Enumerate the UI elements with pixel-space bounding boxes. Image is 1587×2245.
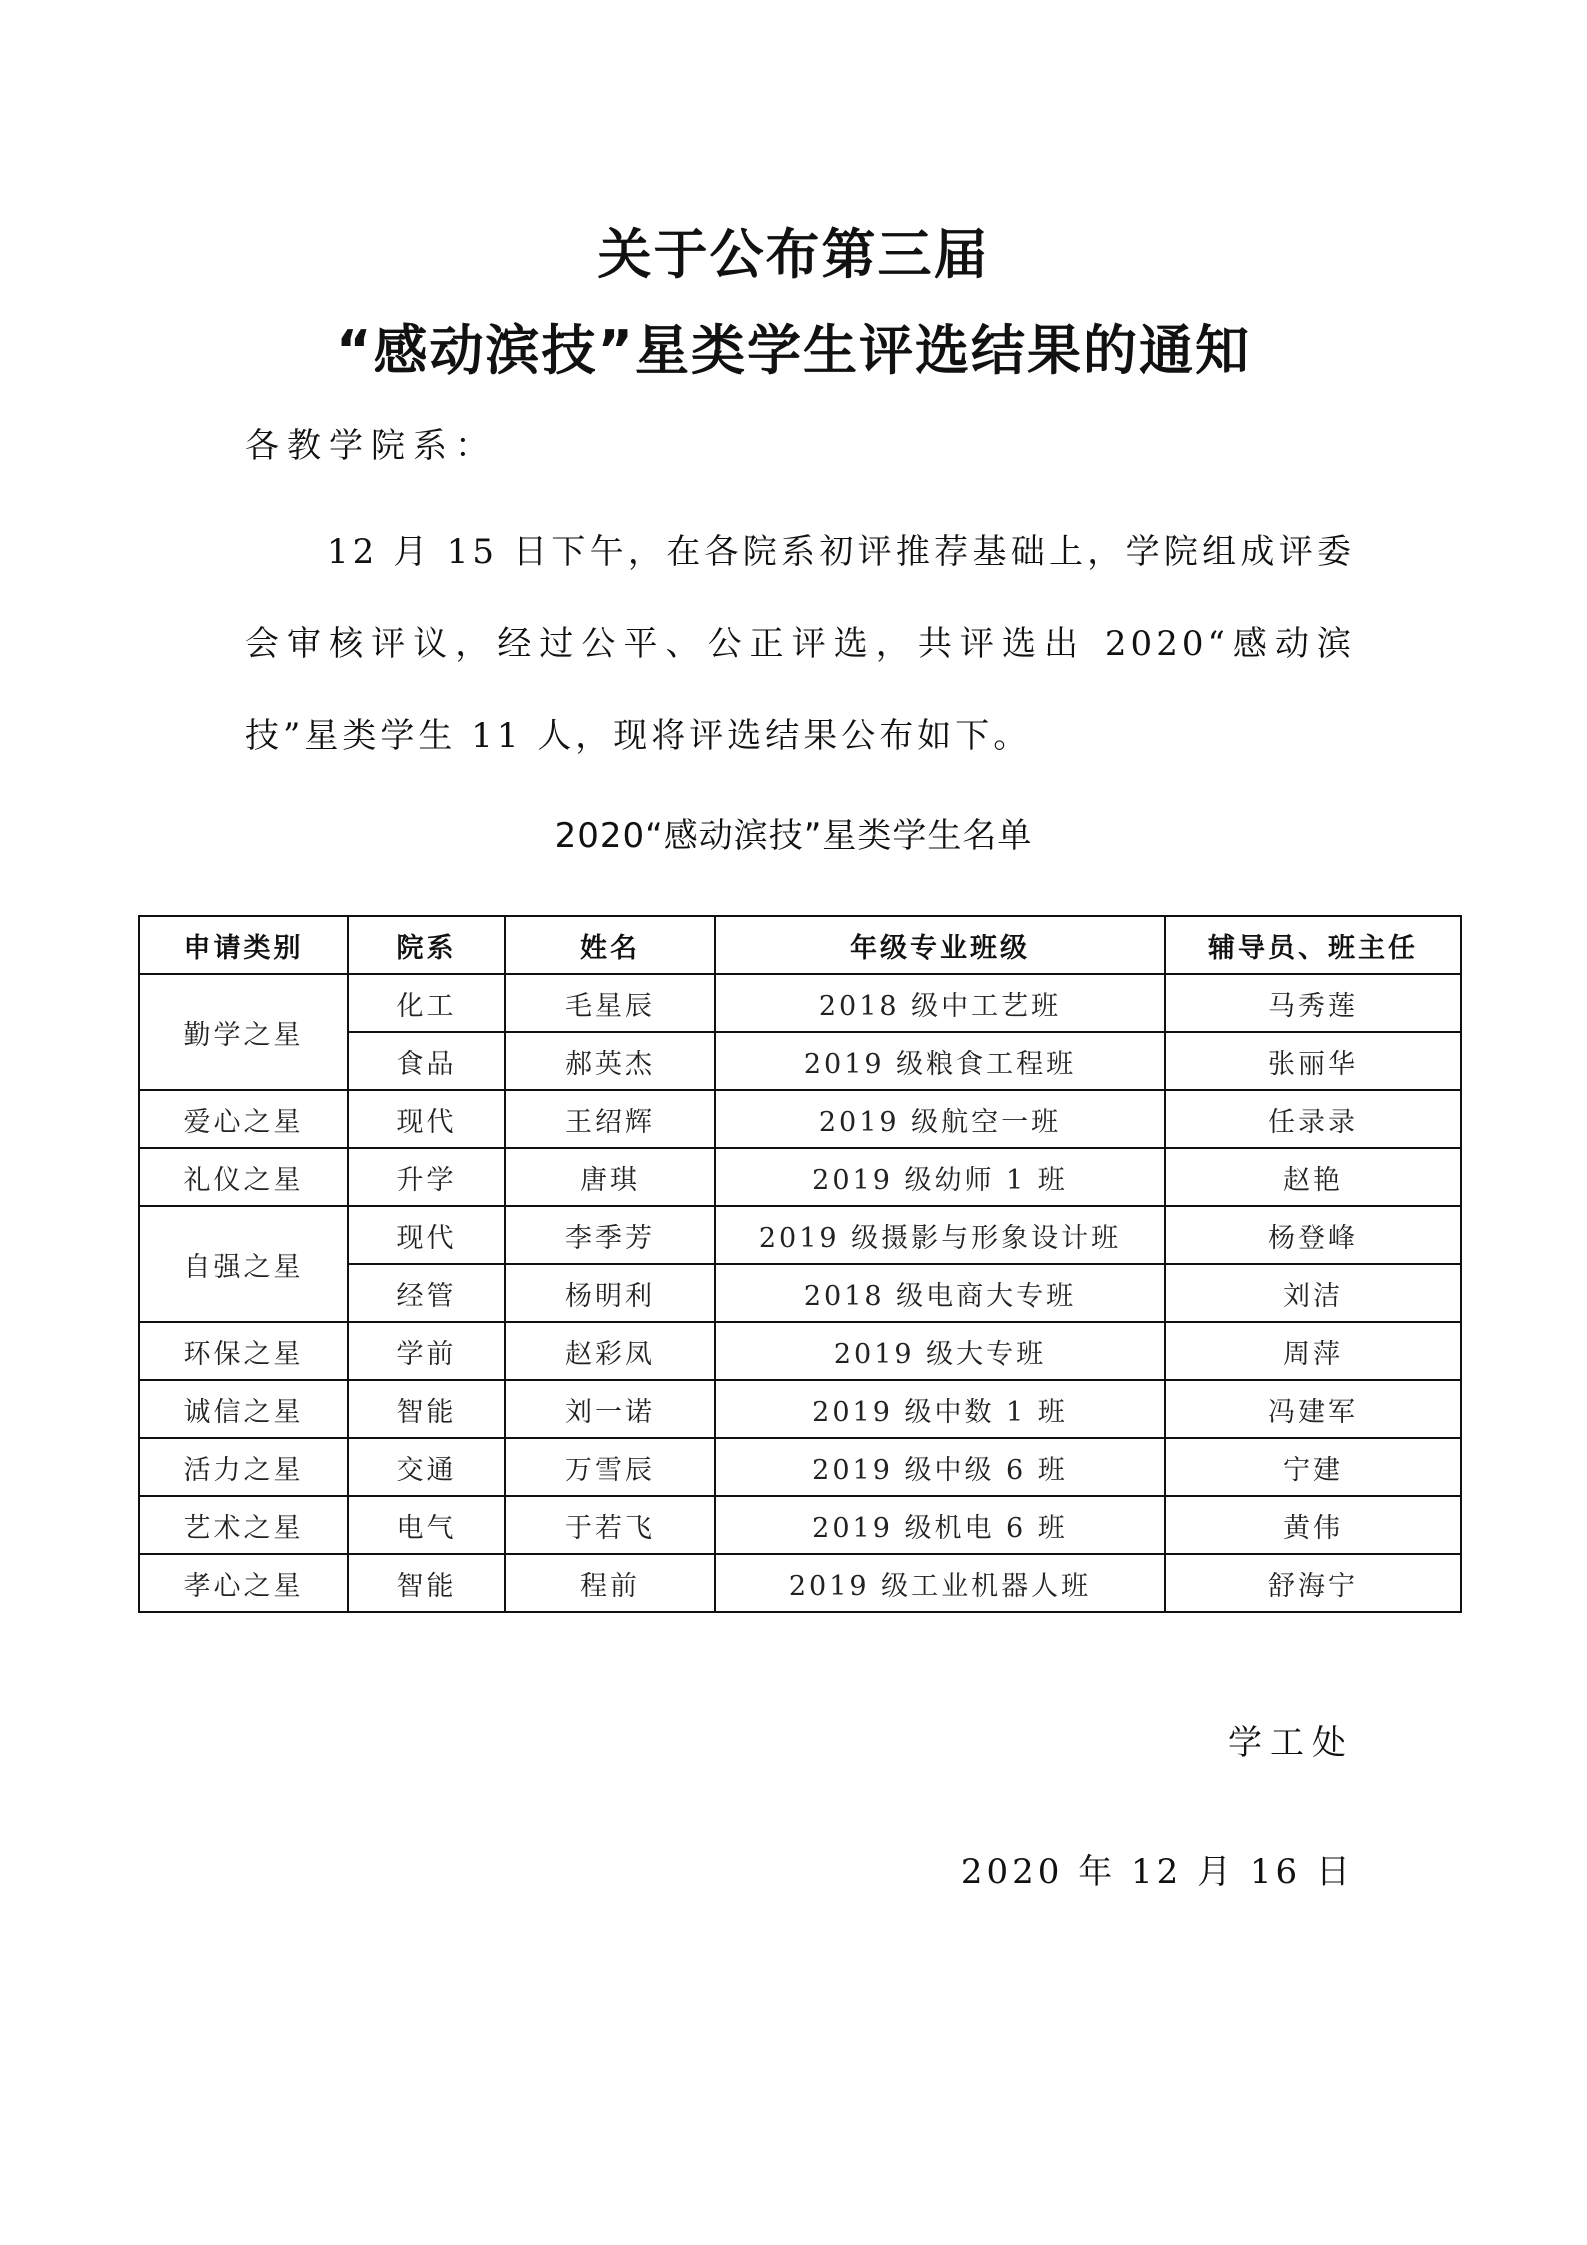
student-name-cell: 唐琪 bbox=[505, 1148, 715, 1206]
table-row bbox=[139, 1148, 1461, 1206]
category-cell: 诚信之星 bbox=[139, 1380, 348, 1438]
table-row bbox=[139, 1090, 1461, 1148]
student-name-cell: 郝英杰 bbox=[505, 1032, 715, 1090]
issue-date: 2020 年 12 月 16 日 bbox=[960, 1852, 1354, 1892]
category-cell: 环保之星 bbox=[139, 1322, 348, 1380]
department-cell: 交通 bbox=[348, 1438, 505, 1496]
department-cell: 经管 bbox=[348, 1264, 505, 1322]
student-name-cell: 赵彩凤 bbox=[505, 1322, 715, 1380]
category-cell: 活力之星 bbox=[139, 1438, 348, 1496]
department-cell: 学前 bbox=[348, 1322, 505, 1380]
advisor-cell: 周萍 bbox=[1165, 1322, 1461, 1380]
department-cell: 现代 bbox=[348, 1206, 505, 1264]
table-row bbox=[139, 1322, 1461, 1380]
notice-title-line1: 关于公布第三届 bbox=[597, 223, 990, 286]
category-cell: 勤学之星 bbox=[139, 974, 348, 1090]
header-department: 院系 bbox=[348, 916, 505, 974]
table-row bbox=[139, 1438, 1461, 1496]
salutation: 各教学院系： bbox=[245, 426, 497, 466]
class-cell: 2019 级粮食工程班 bbox=[715, 1032, 1165, 1090]
department-cell: 化工 bbox=[348, 974, 505, 1032]
header-name: 姓名 bbox=[505, 916, 715, 974]
advisor-cell: 黄伟 bbox=[1165, 1496, 1461, 1554]
student-name-cell: 杨明利 bbox=[505, 1264, 715, 1322]
department-cell: 升学 bbox=[348, 1148, 505, 1206]
advisor-cell: 刘洁 bbox=[1165, 1264, 1461, 1322]
table-row bbox=[139, 1380, 1461, 1438]
class-cell: 2018 级中工艺班 bbox=[715, 974, 1165, 1032]
list-title: 2020“感动滨技”星类学生名单 bbox=[554, 816, 1033, 856]
student-name-cell: 于若飞 bbox=[505, 1496, 715, 1554]
student-name-cell: 王绍辉 bbox=[505, 1090, 715, 1148]
advisor-cell: 杨登峰 bbox=[1165, 1206, 1461, 1264]
notice-paragraph: 12 月 15 日下午，在各院系初评推荐基础上，学院组成评委会审核评议，经过公平、公正评选，共评选出 2020“感动滨技”星类学生 11 人，现将评选结果公布如下。 bbox=[245, 532, 1355, 756]
department-cell: 智能 bbox=[348, 1554, 505, 1612]
signature: 学工处 bbox=[1228, 1723, 1354, 1763]
category-cell: 礼仪之星 bbox=[139, 1148, 348, 1206]
header-category: 申请类别 bbox=[139, 916, 348, 974]
header-class: 年级专业班级 bbox=[715, 916, 1165, 974]
category-cell: 孝心之星 bbox=[139, 1554, 348, 1612]
advisor-cell: 舒海宁 bbox=[1165, 1554, 1461, 1612]
advisor-cell: 赵艳 bbox=[1165, 1148, 1461, 1206]
category-cell: 艺术之星 bbox=[139, 1496, 348, 1554]
header-advisor: 辅导员、班主任 bbox=[1165, 916, 1461, 974]
class-cell: 2019 级中级 6 班 bbox=[715, 1438, 1165, 1496]
class-cell: 2019 级工业机器人班 bbox=[715, 1554, 1165, 1612]
advisor-cell: 马秀莲 bbox=[1165, 974, 1461, 1032]
table-row bbox=[139, 1206, 1461, 1264]
table-body bbox=[139, 974, 1461, 1612]
class-cell: 2019 级机电 6 班 bbox=[715, 1496, 1165, 1554]
table-row bbox=[139, 1554, 1461, 1612]
student-name-cell: 万雪辰 bbox=[505, 1438, 715, 1496]
class-cell: 2019 级幼师 1 班 bbox=[715, 1148, 1165, 1206]
department-cell: 现代 bbox=[348, 1090, 505, 1148]
student-name-cell: 毛星辰 bbox=[505, 974, 715, 1032]
class-cell: 2019 级中数 1 班 bbox=[715, 1380, 1165, 1438]
class-cell: 2018 级电商大专班 bbox=[715, 1264, 1165, 1322]
advisor-cell: 冯建军 bbox=[1165, 1380, 1461, 1438]
class-cell: 2019 级航空一班 bbox=[715, 1090, 1165, 1148]
table-row bbox=[139, 1496, 1461, 1554]
class-cell: 2019 级摄影与形象设计班 bbox=[715, 1206, 1165, 1264]
student-roster-table bbox=[138, 915, 1462, 1613]
department-cell: 食品 bbox=[348, 1032, 505, 1090]
advisor-cell: 张丽华 bbox=[1165, 1032, 1461, 1090]
category-cell: 爱心之星 bbox=[139, 1090, 348, 1148]
notice-title-line2: “感动滨技”星类学生评选结果的通知 bbox=[336, 319, 1251, 382]
student-name-cell: 刘一诺 bbox=[505, 1380, 715, 1438]
table-row bbox=[139, 974, 1461, 1032]
advisor-cell: 宁建 bbox=[1165, 1438, 1461, 1496]
student-name-cell: 程前 bbox=[505, 1554, 715, 1612]
student-name-cell: 李季芳 bbox=[505, 1206, 715, 1264]
class-cell: 2019 级大专班 bbox=[715, 1322, 1165, 1380]
table-header-row bbox=[139, 916, 1461, 974]
department-cell: 智能 bbox=[348, 1380, 505, 1438]
advisor-cell: 任录录 bbox=[1165, 1090, 1461, 1148]
department-cell: 电气 bbox=[348, 1496, 505, 1554]
category-cell: 自强之星 bbox=[139, 1206, 348, 1322]
